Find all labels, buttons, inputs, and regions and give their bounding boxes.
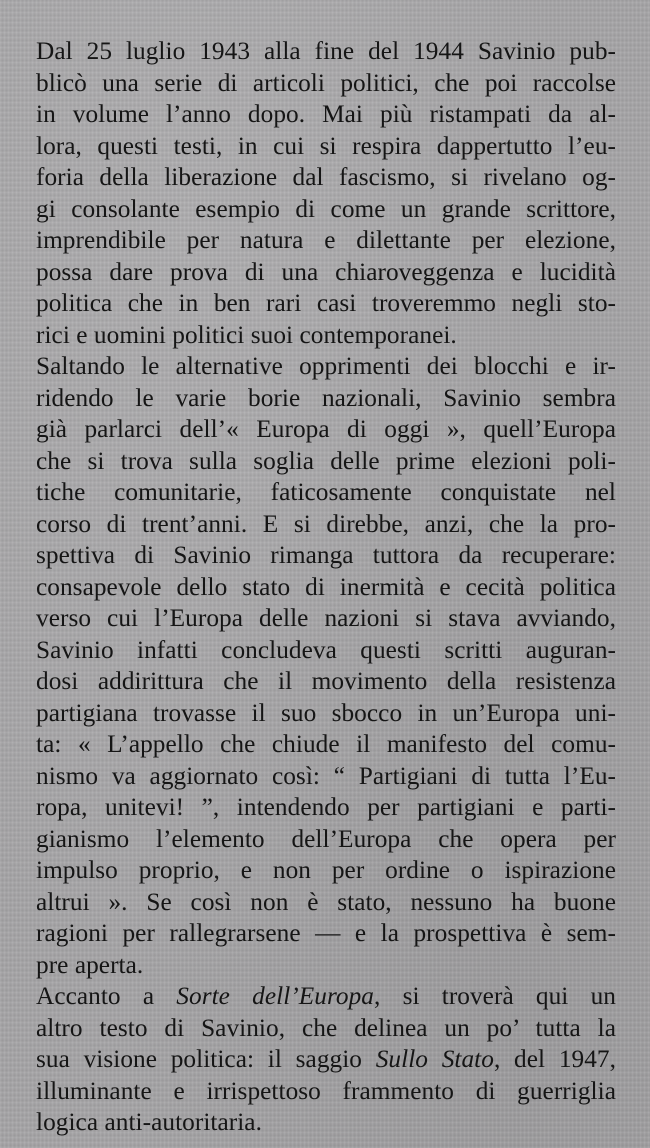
text-line: impulso proprio, e non per ordine o ispirazione — [36, 856, 616, 884]
text-line: illuminante e irrispettoso frammento di guerriglia — [36, 1076, 616, 1105]
text-line: altrui ». Se così non è stato, nessuno ha buone — [36, 887, 616, 916]
text-line: blicò una serie di articoli politici, che poi raccolse — [36, 68, 616, 97]
text-line: rici e uomini politici suoi contemporanei. — [36, 320, 457, 349]
book-title: Sullo Stato — [375, 1045, 494, 1073]
book-title: Sorte dell’Europa — [176, 982, 374, 1010]
text-line: Savinio infatti concludeva questi scritti auguran- — [36, 635, 616, 664]
text-line: in volume l’anno dopo. Mai più ristampati da al- — [36, 100, 616, 128]
text-line: logica anti-autoritaria. — [36, 1108, 262, 1136]
text-line: gianismo l’elemento dell’Europa che opera per — [36, 824, 616, 853]
text-line: Saltando le alternative opprimenti dei blocchi e ir- — [36, 352, 616, 380]
text-line: pre aperta. — [36, 950, 144, 979]
text-line: gi consolante esempio di come un grande scrittore, — [36, 194, 616, 223]
text-line: ropa, unitevi! ”, intendendo per partigiani e parti- — [36, 793, 616, 821]
text-line: nismo va aggiornato così: “ Partigiani di tutta l’Eu- — [36, 761, 616, 790]
text-line: ridendo le varie borie nazionali, Savinio sembra — [36, 383, 616, 412]
text-line: ragioni per rallegrarsene — e la prospettiva è sem- — [36, 919, 616, 947]
text-line: consapevole dello stato di inermità e cecità politica — [36, 572, 616, 601]
text-line: che si trova sulla soglia delle prime elezioni poli- — [36, 446, 616, 475]
text-line: corso di trent’anni. E si direbbe, anzi, che la pro- — [36, 509, 616, 538]
text-line: ta: « L’appello che chiude il manifesto del comu- — [36, 730, 616, 758]
text-line: lora, questi testi, in cui si respira dappertutto l’eu- — [36, 131, 616, 160]
text-line: tiche comunitarie, faticosamente conquistate nel — [36, 478, 616, 506]
paragraph-1 — [36, 36, 616, 351]
text-line: possa dare prova di una chiaroveggenza e lucidità — [36, 257, 616, 286]
text-line: altro testo di Savinio, che delinea un po’ tutta la — [36, 1013, 616, 1042]
text-line: Dal 25 luglio 1943 alla fine del 1944 Savinio pub- — [36, 37, 616, 65]
text-line: spettiva di Savinio rimanga tuttora da recuperare: — [36, 541, 616, 569]
text-line: foria della liberazione dal fascismo, si rivelano og- — [36, 163, 616, 191]
text-line: dosi addirittura che il movimento della resistenza — [36, 667, 616, 695]
text-line: politica che in ben rari casi troveremmo negli sto- — [36, 289, 616, 317]
blurb-text — [36, 36, 616, 1139]
text-line: Accanto a Sorte dell’Europa, si troverà qui un — [36, 982, 616, 1010]
text-line: imprendibile per natura e dilettante per elezione, — [36, 226, 616, 254]
text-line: sua visione politica: il saggio Sullo Stato, del 1947, — [36, 1045, 616, 1073]
paragraph-3 — [36, 981, 616, 1139]
text-line: partigiana trovasse il suo sbocco in un’Europa uni- — [36, 698, 616, 727]
paragraph-2 — [36, 351, 616, 981]
text-line: già parlarci dell’« Europa di oggi », quell’Europa — [36, 415, 616, 443]
text-line: verso cui l’Europa delle nazioni si stava avviando, — [36, 604, 616, 632]
